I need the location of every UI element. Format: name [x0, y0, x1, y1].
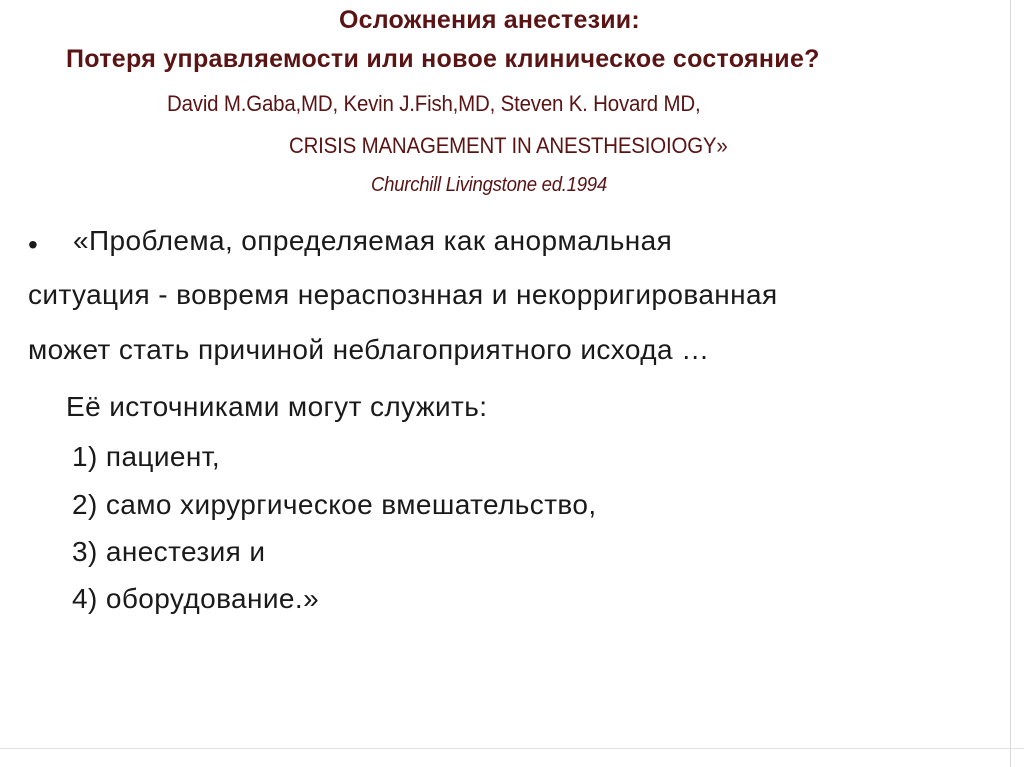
citation-publisher: Churchill Livingstone ed.1994 — [371, 174, 607, 196]
source-item: 4) оборудование.» — [72, 583, 320, 614]
slide-right-border — [1010, 0, 1011, 767]
slide-subtitle: Потеря управляемости или новое клиническое cостояние? — [66, 45, 820, 73]
quote-line-2: ситуация - вовремя нераспознная и некорригированная — [28, 279, 778, 310]
source-item: 1) пациент, — [72, 441, 221, 472]
citation-book-title: CRISIS MANAGEMENT IN ANESTHESIOIOGY» — [289, 133, 728, 158]
source-item: 2) само хирургическое вмешательство, — [72, 489, 597, 520]
sources-intro: Её источниками могут служить: — [66, 391, 488, 422]
quote-line-3: может стать причиной неблагоприятного исхода … — [28, 334, 710, 365]
slide-title: Осложнения анестезии: — [339, 6, 640, 34]
bullet-icon: • — [28, 229, 38, 260]
source-item: 3) анестезия и — [72, 536, 266, 567]
citation-authors: David M.Gaba,MD, Kevin J.Fish,MD, Steven K. Hovard MD, — [167, 91, 701, 116]
quote-line-1: «Проблема, определяемая как анормальная — [73, 225, 673, 256]
slide-bottom-border — [0, 748, 1024, 749]
